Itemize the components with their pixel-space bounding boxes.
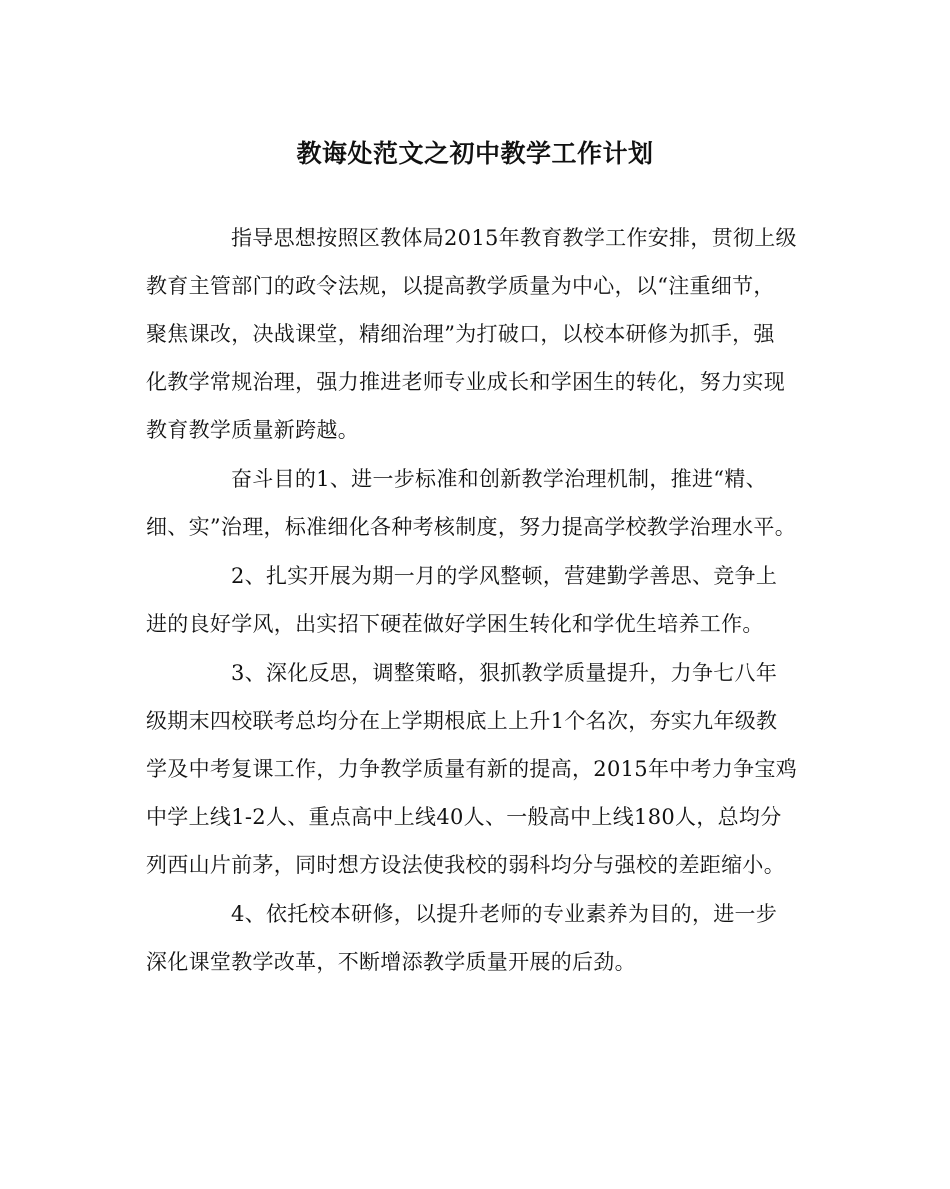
paragraph-goal-3-line-4: 中学上线1-2人、重点高中上线40人、一般高中上线180人，总均分 [146, 805, 782, 829]
paragraph-goal-1-line-2: 细、实”治理，标准细化各种考核制度，努力提高学校教学治理水平。 [146, 515, 797, 539]
paragraph-goal-1-line-1: 奋斗目的1、进一步标准和创新教学治理机制，推进“精、 [231, 467, 767, 491]
paragraph-goal-3-line-1: 3、深化反思，调整策略，狠抓教学质量提升，力争七八年 [231, 661, 778, 685]
paragraph-goal-3-line-3: 学及中考复课工作，力争教学质量有新的提高，2015年中考力争宝鸡 [146, 757, 798, 781]
paragraph-guiding-thought-line-5: 教育教学质量新跨越。 [146, 418, 359, 442]
paragraph-goal-2-line-2: 进的良好学风，出实招下硬茬做好学困生转化和学优生培养工作。 [146, 612, 764, 636]
paragraph-goal-4-line-2: 深化课堂教学改革，不断增添教学质量开展的后劲。 [146, 950, 636, 974]
paragraph-guiding-thought-line-3: 聚焦课改，决战课堂，精细治理”为打破口，以校本研修为抓手，强 [146, 322, 775, 346]
paragraph-goal-3-line-5: 列西山片前茅，同时想方设法使我校的弱科均分与强校的差距缩小。 [146, 853, 785, 877]
paragraph-goal-2-line-1: 2、扎实开展为期一月的学风整顿，营建勤学善思、竞争上 [231, 564, 778, 588]
paragraph-goal-4-line-1: 4、依托校本研修，以提升老师的专业素养为目的，进一步 [231, 902, 778, 926]
paragraph-guiding-thought-line-1: 指导思想按照区教体局2015年教育教学工作安排，贯彻上级 [231, 226, 797, 250]
paragraph-guiding-thought-line-2: 教育主管部门的政令法规，以提高教学质量为中心，以“注重细节， [146, 274, 775, 298]
paragraph-goal-3-line-2: 级期末四校联考总均分在上学期根底上上升1个名次，夯实九年级教 [146, 709, 778, 733]
document-title: 教诲处范文之初中教学工作计划 [296, 139, 654, 168]
paragraph-guiding-thought-line-4: 化教学常规治理，强力推进老师专业成长和学困生的转化，努力实现 [146, 370, 785, 394]
